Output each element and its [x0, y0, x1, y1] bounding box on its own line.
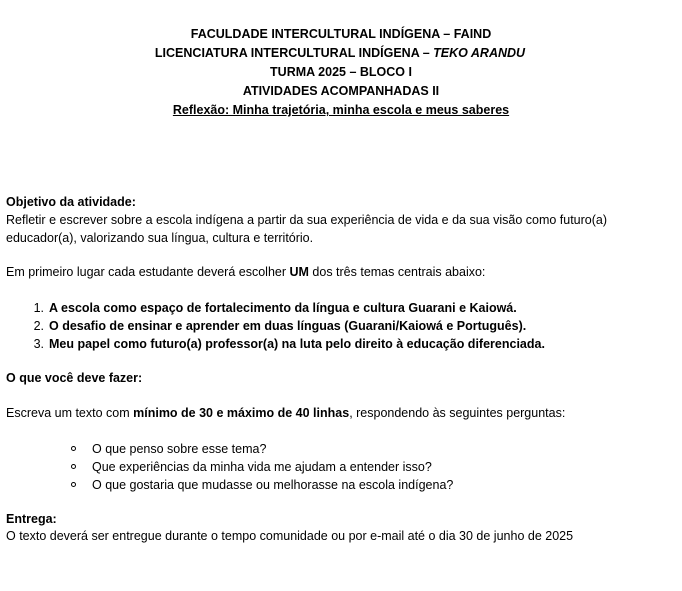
class-title: TURMA 2025 – BLOCO I [270, 65, 412, 79]
todo-after: , respondendo às seguintes perguntas: [349, 406, 566, 420]
theme-text: Meu papel como futuro(a) professor(a) na luta pelo direito à educação diferenciada. [49, 337, 545, 351]
hollow-bullet-icon [71, 446, 76, 451]
course-title-italic: TEKO ARANDU [433, 46, 526, 60]
objective-heading: Objetivo da atividade: [6, 195, 136, 209]
reflection-title: Reflexão: Minha trajetória, minha escola e meus saberes [172, 103, 510, 117]
objective-text-line-2: educador(a), valorizando sua língua, cultura e território. [6, 231, 314, 245]
todo-before: Escreva um texto com [6, 406, 134, 420]
question-text: Que experiências da minha vida me ajudam a entender isso? [92, 460, 432, 474]
theme-number: 2. [33, 319, 44, 333]
activity-title: ATIVIDADES ACOMPANHADAS II [242, 84, 440, 98]
todo-instruction [6, 404, 565, 422]
theme-number: 1. [33, 301, 44, 315]
theme-number: 3. [33, 337, 44, 351]
choice-bold: UM [289, 265, 309, 279]
course-title [0, 44, 682, 63]
hollow-bullet-icon [71, 464, 76, 469]
hollow-bullet-icon [71, 482, 76, 487]
theme-text: A escola como espaço de fortalecimento da língua e cultura Guarani e Kaiowá. [49, 301, 517, 315]
institution-title: FACULDADE INTERCULTURAL INDÍGENA – FAIND [190, 27, 492, 41]
document-header [0, 25, 682, 120]
delivery-text: O texto deverá ser entregue durante o tempo comunidade ou por e-mail até o dia 30 de junho de 2025 [6, 529, 574, 543]
choice-after: dos três temas centrais abaixo: [308, 265, 486, 279]
todo-bold: mínimo de 30 e máximo de 40 linhas [133, 406, 350, 420]
question-text: O que penso sobre esse tema? [92, 442, 267, 456]
choice-instruction [6, 263, 485, 281]
delivery-heading: Entrega: [6, 512, 57, 526]
objective-text-line-1: Refletir e escrever sobre a escola indígena a partir da sua experiência de vida e da sua visão como futuro(a) [6, 213, 608, 227]
question-text: O que gostaria que mudasse ou melhorasse na escola indígena? [92, 478, 454, 492]
todo-heading: O que você deve fazer: [6, 371, 143, 385]
course-title-prefix: LICENCIATURA INTERCULTURAL INDÍGENA – [154, 46, 434, 60]
choice-before: Em primeiro lugar cada estudante deverá escolher [6, 265, 290, 279]
theme-text: O desafio de ensinar e aprender em duas línguas (Guarani/Kaiowá e Português). [49, 319, 527, 333]
